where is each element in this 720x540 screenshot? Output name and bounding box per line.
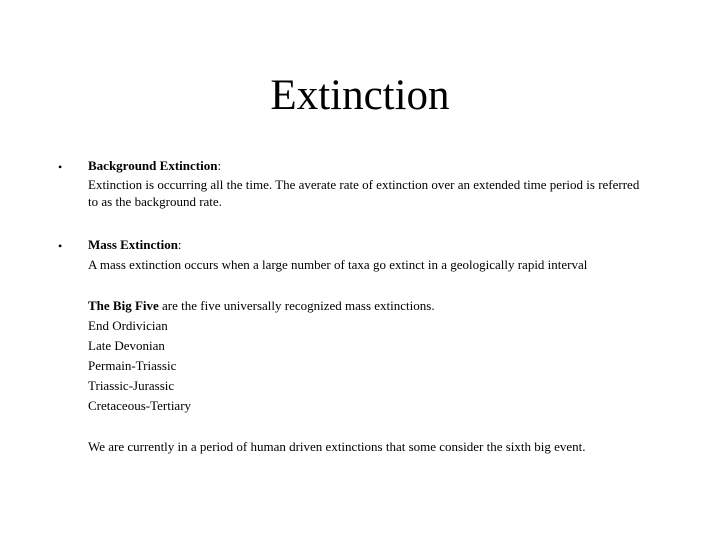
bullet-colon: : — [217, 158, 222, 173]
list-item: Permain-Triassic — [88, 358, 177, 373]
bullet-heading: Background Extinction — [88, 158, 218, 173]
list-item: Late Devonian — [88, 338, 165, 353]
bullet-background-extinction — [88, 156, 648, 210]
list-item: Triassic-Jurassic — [88, 378, 175, 393]
bullet-marker: • — [58, 239, 63, 253]
big-five-section — [88, 296, 648, 416]
closing-statement: We are currently in a period of human driven extinctions that some consider the sixth big event. — [88, 439, 586, 454]
list-item: End Ordivician — [88, 318, 168, 333]
slide-title: Extinction — [270, 72, 450, 119]
bullet-mass-extinction — [88, 235, 648, 275]
list-item: Cretaceous-Tertiary — [88, 398, 192, 413]
bullet-text: A mass extinction occurs when a large number of taxa go extinct in a geologically rapid interval — [88, 257, 588, 272]
big-five-intro: are the five universally recognized mass extinctions. — [158, 298, 435, 313]
bullet-heading: Mass Extinction — [88, 237, 178, 252]
bullet-marker: • — [58, 160, 63, 174]
bullet-colon: : — [177, 237, 182, 252]
big-five-heading: The Big Five — [88, 298, 159, 313]
bullet-text: Extinction is occurring all the time. The averate rate of extinction over an extended time period is referred to as the background rate. — [88, 177, 640, 209]
